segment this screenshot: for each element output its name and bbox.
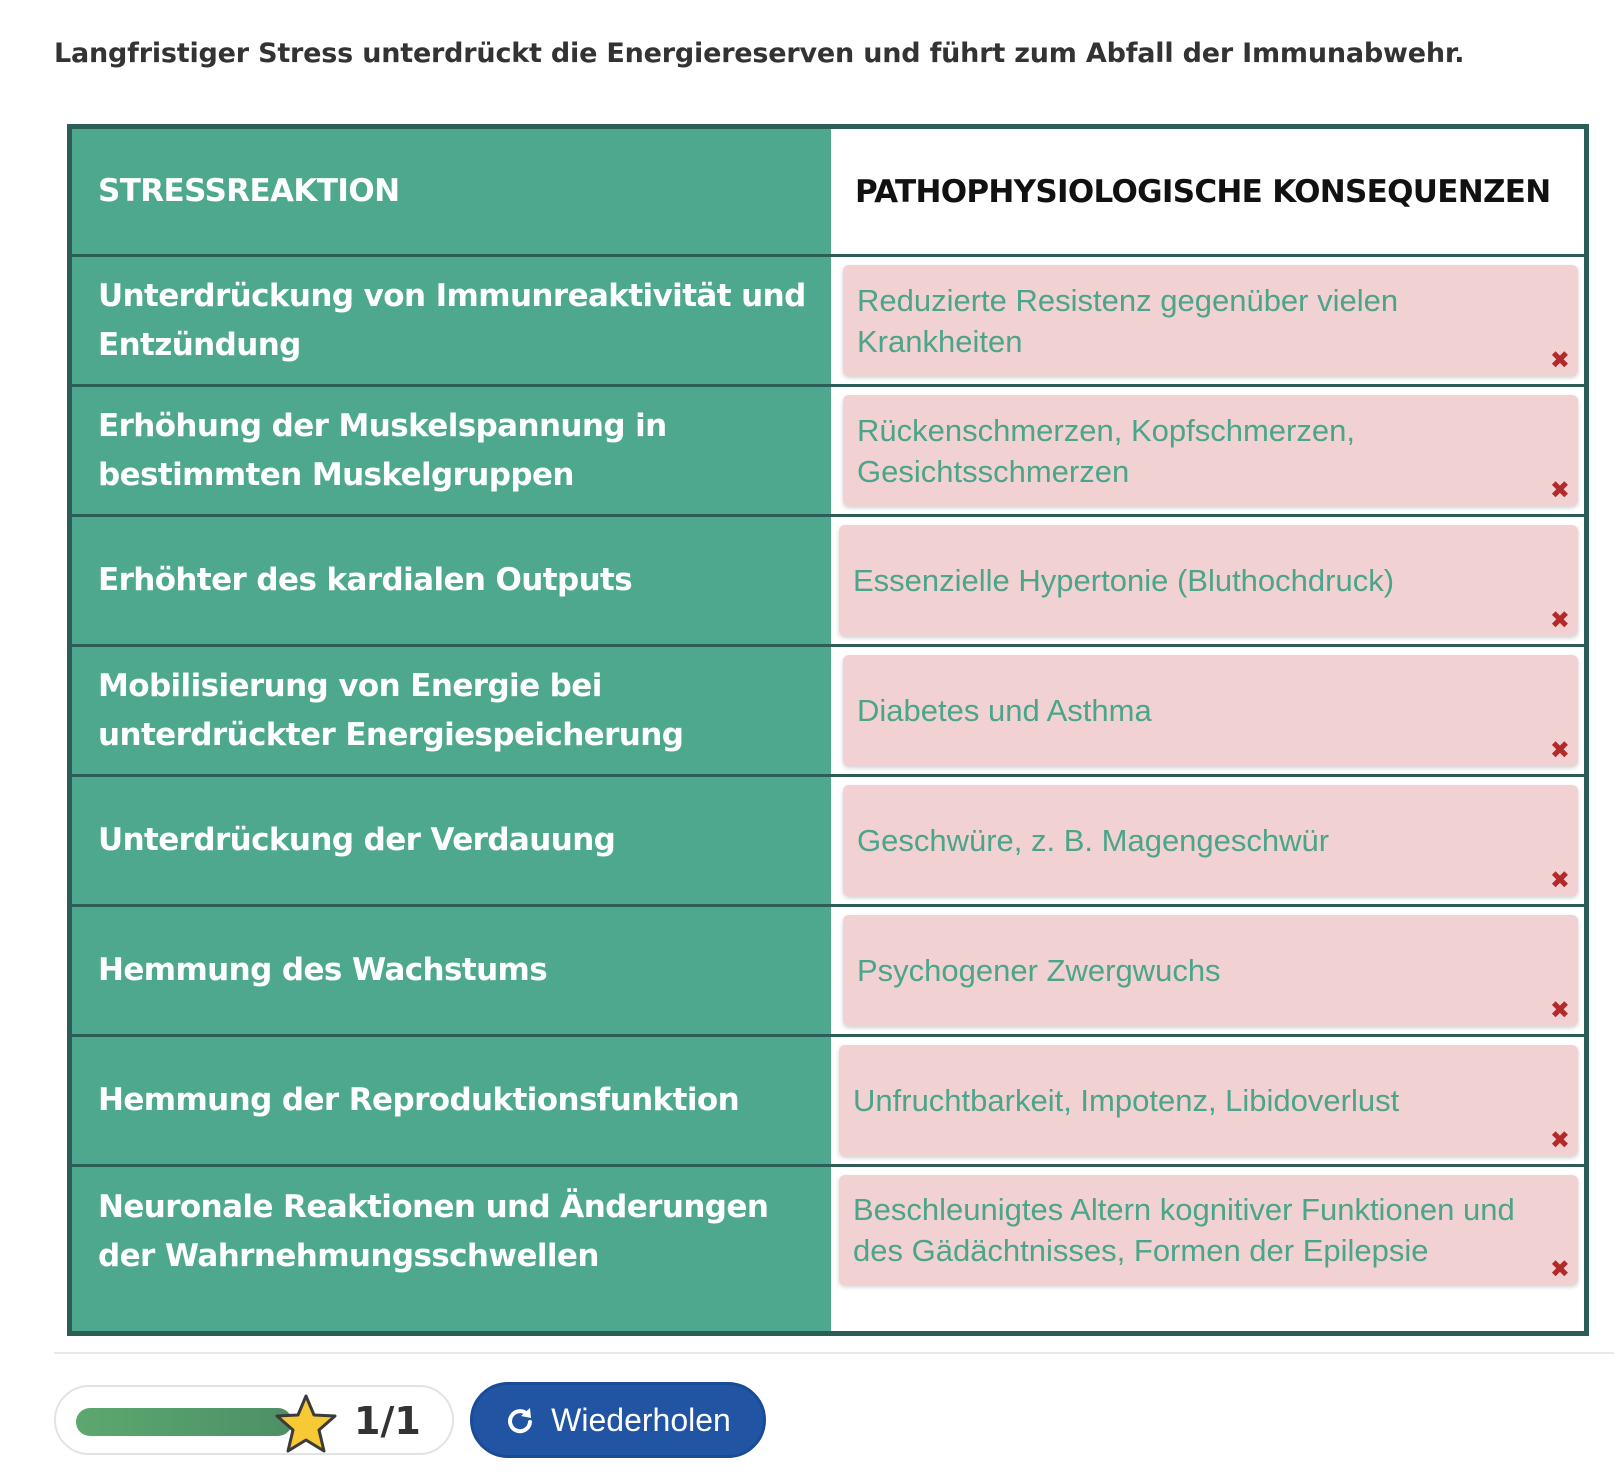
x-mark-icon: ✖ (1549, 736, 1570, 764)
score-progress-bar (76, 1408, 292, 1436)
answer-card[interactable] (843, 655, 1578, 766)
answer-text: Geschwüre, z. B. Magengeschwür (857, 823, 1330, 858)
stress-reaction-cell: Hemmung der Reproduktionsfunktion (72, 1037, 831, 1164)
table-row (72, 1037, 1584, 1164)
redo-icon (505, 1405, 535, 1435)
x-mark-icon: ✖ (1549, 1126, 1570, 1154)
stress-reaction-cell: Unterdrückung der Verdauung (72, 777, 831, 904)
drop-zone[interactable] (831, 1037, 1584, 1164)
table-row (72, 517, 1584, 644)
stress-reaction-cell: Erhöhter des kardialen Outputs (72, 517, 831, 644)
x-mark-icon: ✖ (1549, 476, 1570, 504)
drop-zone[interactable] (831, 517, 1584, 644)
star-icon (274, 1393, 338, 1455)
stress-reaction-cell: Mobilisierung von Energie bei unterdrückter Energiespeicherung (72, 647, 831, 774)
table-row (72, 387, 1584, 514)
drop-zone[interactable] (831, 647, 1584, 774)
matching-table (67, 124, 1589, 1336)
answer-card[interactable] (843, 785, 1578, 896)
drop-zone[interactable] (831, 387, 1584, 514)
table-row (72, 777, 1584, 904)
answer-text: Rückenschmerzen, Kopfschmerzen, Gesichtsschmerzen (857, 412, 1355, 489)
answer-text: Psychogener Zwergwuchs (857, 953, 1221, 988)
retry-button-label: Wiederholen (551, 1401, 731, 1438)
table-row (72, 1167, 1584, 1331)
x-mark-icon: ✖ (1549, 346, 1570, 374)
answer-card[interactable] (839, 1175, 1578, 1285)
retry-button[interactable] (470, 1382, 766, 1458)
answer-text: Beschleunigtes Altern kognitiver Funktionen und des Gädächtnisses, Formen der Epilepsie (853, 1192, 1515, 1268)
score-display (54, 1385, 454, 1455)
drop-zone[interactable] (831, 777, 1584, 904)
answer-text: Reduzierte Resistenz gegenüber vielen Krankheiten (857, 282, 1399, 359)
drop-zone[interactable] (831, 1167, 1584, 1331)
answer-card[interactable] (839, 525, 1578, 636)
header-consequences: PATHOPHYSIOLOGISCHE KONSEQUENZEN (831, 129, 1584, 254)
stress-reaction-cell: Neuronale Reaktionen und Änderungen der Wahrnehmungsschwellen (72, 1167, 831, 1331)
score-text: 1/1 (354, 1399, 421, 1443)
answer-card[interactable] (843, 265, 1578, 376)
answer-card[interactable] (839, 1045, 1578, 1156)
header-stress-reaction: STRESSREAKTION (72, 129, 831, 254)
answer-text: Unfruchtbarkeit, Impotenz, Libidoverlust (853, 1083, 1400, 1118)
drop-zone[interactable] (831, 907, 1584, 1034)
stress-reaction-cell: Hemmung des Wachstums (72, 907, 831, 1034)
table-row (72, 257, 1584, 384)
table-header-row (72, 129, 1584, 254)
answer-text: Essenzielle Hypertonie (Bluthochdruck) (853, 563, 1395, 598)
answer-text: Diabetes und Asthma (857, 693, 1152, 728)
intro-text: Langfristiger Stress unterdrückt die Energiereserven und führt zum Abfall der Immunabwehr. (54, 38, 1465, 69)
table-row (72, 647, 1584, 774)
x-mark-icon: ✖ (1549, 996, 1570, 1024)
stress-reaction-cell: Erhöhung der Muskelspannung in bestimmten Muskelgruppen (72, 387, 831, 514)
table-row (72, 907, 1584, 1034)
stress-reaction-cell: Unterdrückung von Immunreaktivität und Entzündung (72, 257, 831, 384)
drop-zone[interactable] (831, 257, 1584, 384)
answer-card[interactable] (843, 915, 1578, 1026)
x-mark-icon: ✖ (1549, 866, 1570, 894)
x-mark-icon: ✖ (1549, 1255, 1570, 1283)
section-divider (54, 1352, 1614, 1354)
answer-card[interactable] (843, 395, 1578, 506)
x-mark-icon: ✖ (1549, 606, 1570, 634)
